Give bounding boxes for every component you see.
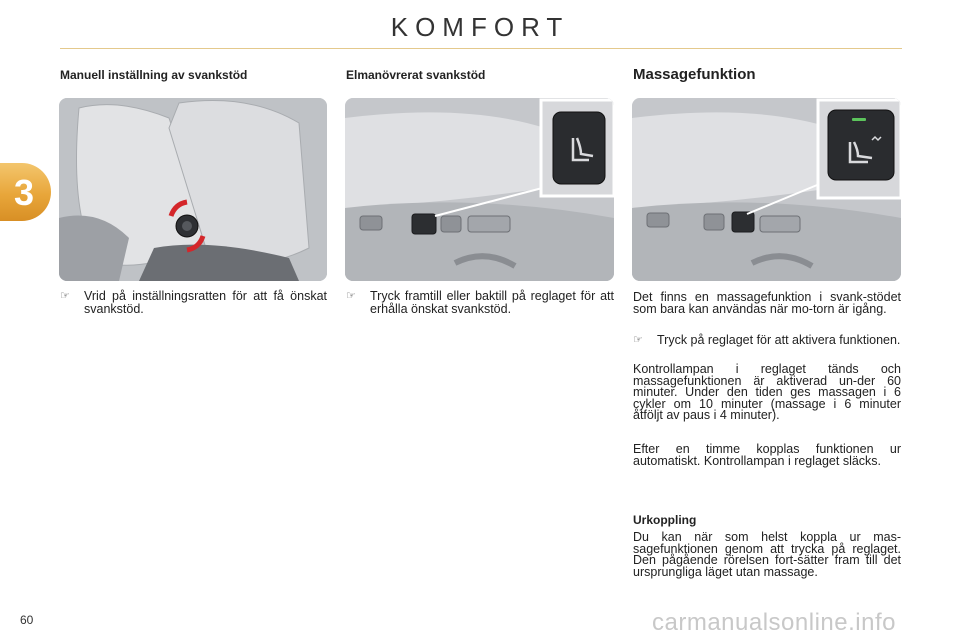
page-title: KOMFORT (390, 12, 570, 42)
manual-lumbar-photo (59, 98, 327, 281)
manual-lumbar-heading: Manuell inställning av svankstöd (60, 68, 248, 82)
disconnect-heading: Urkoppling (633, 513, 697, 527)
massage-intro: Det finns en massagefunktion i svank-stödet som bara kan användas när mo-torn är igång. (633, 290, 901, 316)
pointing-hand-icon: ☞ (60, 290, 70, 302)
pointing-hand-icon: ☞ (633, 334, 643, 346)
massage-paragraph-1: Kontrollampan i reglaget tänds och massagefunktionen är aktiverad un-der 60 minuter. Under den tiden ges massagen i 6 cykler om 10 minuter (massage i 6 minuter åtföljt av paus i 4 minuter). (633, 362, 901, 422)
massage-heading: Massagefunktion (633, 66, 756, 83)
massage-paragraph-2: Efter en timme kopplas funktionen ur automatiskt. Kontrollampan i reglaget släcks. (633, 442, 901, 468)
electric-lumbar-heading: Elmanövrerat svankstöd (346, 68, 486, 82)
page-number: 60 (20, 613, 34, 627)
header-divider (60, 48, 902, 49)
electric-lumbar-photo (345, 98, 614, 281)
chapter-number: 3 (14, 172, 35, 213)
manual-lumbar-instruction: ☞ Vrid på inställningsratten för att få önskat svankstöd. (60, 289, 327, 316)
disconnect-paragraph: Du kan när som helst koppla ur mas-sagefunktionen genom att trycka på reglaget. Den pågående rörelsen fort-sätter fram till det ursprungliga läget utan massage. (633, 530, 901, 579)
massage-photo (632, 98, 901, 281)
chapter-tab (0, 163, 51, 221)
watermark: carmanualsonline.info (652, 609, 896, 636)
pointing-hand-icon: ☞ (346, 290, 356, 302)
massage-instruction: ☞ Tryck på reglaget för att aktivera funktionen. (633, 333, 901, 347)
electric-lumbar-instruction: ☞ Tryck framtill eller baktill på reglaget för att erhålla önskat svankstöd. (346, 289, 614, 316)
